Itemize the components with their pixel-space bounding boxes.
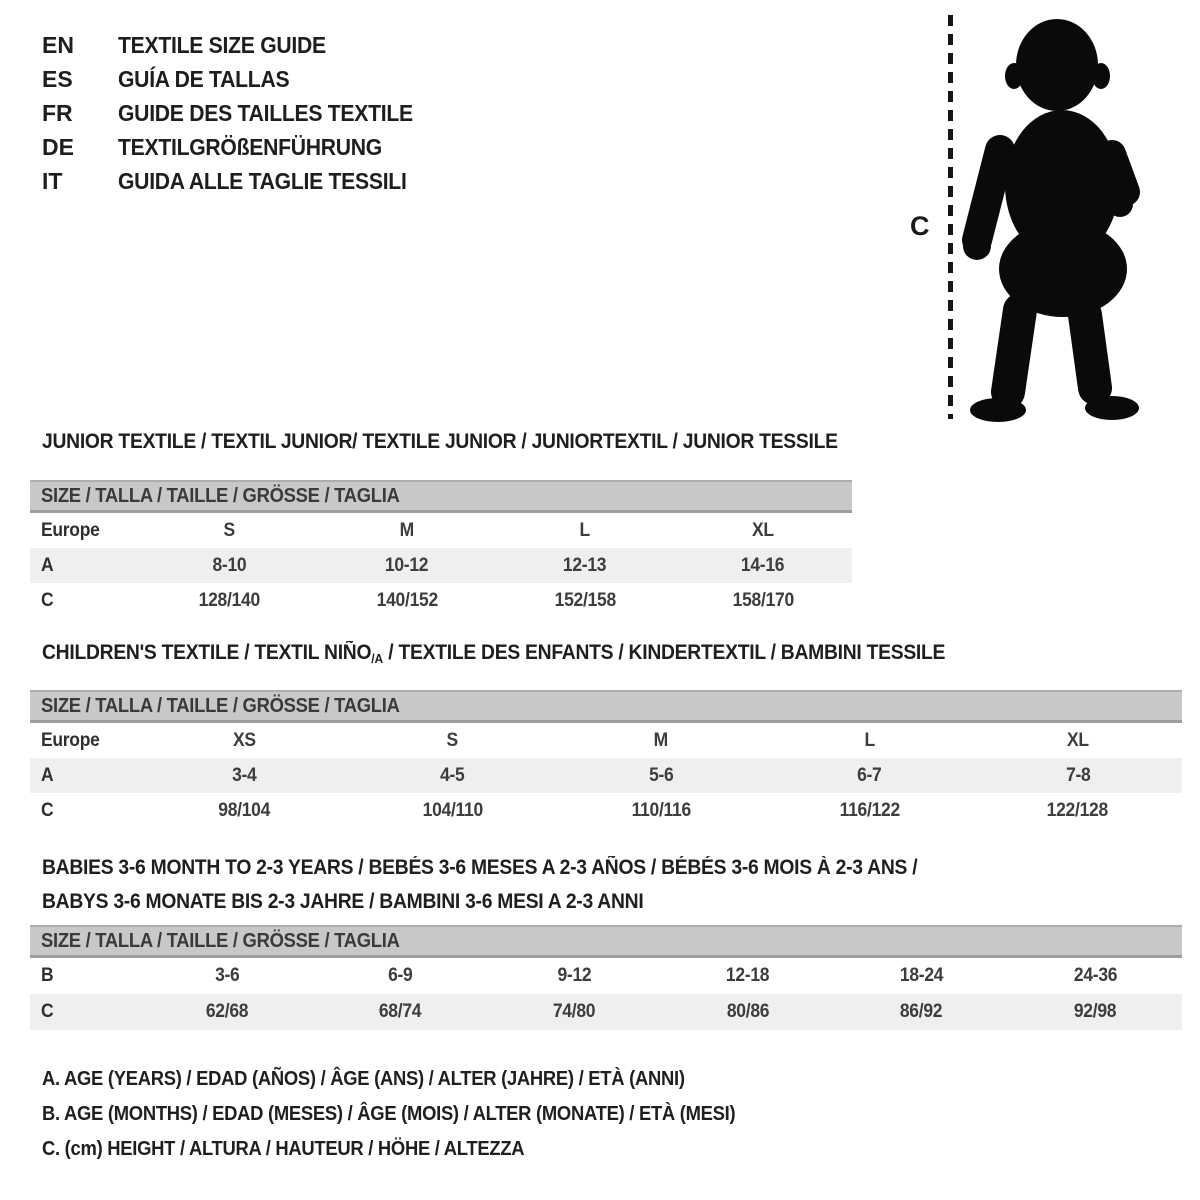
table-cell: A	[41, 554, 54, 576]
table-cell: 98/104	[218, 799, 271, 821]
lang-code: EN	[42, 32, 74, 58]
table-cell: C	[41, 799, 54, 821]
table-cell: B	[41, 965, 54, 986]
lang-row-it	[42, 164, 439, 198]
table-cell: 12-13	[563, 554, 607, 576]
table-cell: L	[579, 519, 591, 541]
babies-heading-line1: BABIES 3-6 MONTH TO 2-3 YEARS / BEBÉS 3-6 MESES A 2-3 AÑOS / BÉBÉS 3-6 MOIS À 2-3 ANS /	[42, 856, 918, 879]
children-table	[30, 723, 1182, 828]
height-measure-label: C	[910, 211, 930, 241]
table-cell: 158/170	[732, 589, 794, 611]
lang-code: DE	[42, 134, 74, 160]
table-row	[30, 513, 852, 548]
lang-row-fr	[42, 96, 439, 130]
table-row	[30, 758, 1182, 793]
table-cell: 18-24	[899, 965, 944, 986]
table-cell: 3-4	[231, 764, 257, 786]
table-cell: 24-36	[1073, 965, 1117, 986]
lang-title: TEXTILE SIZE GUIDE	[118, 32, 326, 58]
table-cell: 68/74	[379, 1001, 422, 1022]
table-cell: Europe	[41, 519, 100, 541]
table-cell: L	[864, 729, 875, 751]
table-cell: 12-18	[726, 965, 770, 986]
lang-row-es	[42, 62, 439, 96]
table-cell: S	[446, 729, 459, 751]
toddler-silhouette-icon	[960, 14, 1140, 424]
table-cell: 14-16	[741, 554, 785, 576]
junior-heading-text: JUNIOR TEXTILE / TEXTIL JUNIOR/ TEXTILE JUNIOR / JUNIORTEXTIL / JUNIOR TESSILE	[42, 430, 838, 453]
lang-title: GUIDE DES TAILLES TEXTILE	[118, 100, 413, 126]
table-cell: C	[41, 589, 54, 611]
table-cell: 92/98	[1073, 1001, 1117, 1022]
children-size-header-bar	[30, 690, 1182, 723]
table-row	[30, 958, 1182, 994]
table-cell: 6-7	[857, 764, 882, 786]
babies-heading-line2: BABYS 3-6 MONATE BIS 2-3 JAHRE / BAMBINI 3-6 MESI A 2-3 ANNI	[42, 890, 644, 913]
children-section-heading	[42, 641, 1024, 671]
size-header-text: SIZE / TALLA / TAILLE / GRÖSSE / TAGLIA	[41, 929, 400, 952]
lang-code: FR	[42, 100, 73, 126]
table-cell: 6-9	[388, 965, 413, 986]
table-cell: 122/128	[1047, 799, 1109, 821]
size-header-text: SIZE / TALLA / TAILLE / GRÖSSE / TAGLIA	[41, 694, 400, 717]
table-cell: 152/158	[554, 589, 616, 611]
lang-row-de	[42, 130, 439, 164]
table-cell: 140/152	[376, 589, 438, 611]
table-cell: 9-12	[557, 965, 592, 986]
table-cell: A	[41, 764, 54, 786]
junior-size-header-bar	[30, 480, 852, 513]
table-cell: M	[399, 519, 415, 541]
table-cell: 110/116	[631, 799, 691, 821]
table-cell: S	[223, 519, 235, 541]
table-cell: 62/68	[205, 1001, 249, 1022]
junior-section-heading	[42, 430, 907, 454]
table-cell: 128/140	[198, 589, 260, 611]
table-cell: 10-12	[385, 554, 429, 576]
lang-title: TEXTILGRÖßENFÜHRUNG	[118, 134, 382, 160]
lang-code: IT	[42, 168, 63, 194]
table-cell: Europe	[41, 729, 100, 751]
table-row	[30, 583, 852, 618]
table-cell: M	[653, 729, 669, 751]
table-row	[30, 548, 852, 583]
table-cell: 86/92	[900, 1001, 943, 1022]
table-cell: 4-5	[440, 764, 465, 786]
table-cell: 104/110	[422, 799, 483, 821]
babies-size-header-bar	[30, 925, 1182, 958]
lang-code: ES	[42, 66, 73, 92]
table-cell: 116/122	[839, 799, 900, 821]
nino-a-subscript: /A	[371, 651, 384, 666]
legend-line-c: C. (cm) HEIGHT / ALTURA / HAUTEUR / HÖHE / ALTEZZA	[42, 1138, 525, 1160]
table-row	[30, 723, 1182, 758]
junior-table	[30, 513, 852, 618]
children-heading-text: CHILDREN'S TEXTILE / TEXTIL NIÑO/A / TEXTILE DES ENFANTS / KINDERTEXTIL / BAMBINI TESSILE	[42, 641, 946, 666]
babies-section-heading	[42, 851, 993, 919]
height-measure-dashed-line	[948, 15, 953, 419]
table-cell: 74/80	[552, 1001, 596, 1022]
table-cell: 5-6	[648, 764, 674, 786]
table-cell: 3-6	[214, 965, 240, 986]
table-row	[30, 994, 1182, 1030]
size-header-text: SIZE / TALLA / TAILLE / GRÖSSE / TAGLIA	[41, 484, 400, 507]
legend-line-a: A. AGE (YEARS) / EDAD (AÑOS) / ÂGE (ANS) / ALTER (JAHRE) / ETÀ (ANNI)	[42, 1068, 685, 1090]
table-cell: C	[41, 1001, 54, 1022]
table-cell: XL	[1066, 729, 1089, 751]
table-row	[30, 793, 1182, 828]
table-cell: XL	[752, 519, 774, 541]
table-cell: 8-10	[212, 554, 246, 576]
lang-row-en	[42, 28, 439, 62]
language-title-list	[42, 28, 439, 198]
lang-title: GUIDA ALLE TAGLIE TESSILI	[118, 168, 407, 194]
babies-table	[30, 958, 1182, 1030]
table-cell: 80/86	[726, 1001, 770, 1022]
table-cell: XS	[232, 729, 256, 751]
lang-title: GUÍA DE TALLAS	[118, 66, 290, 92]
legend-line-b: B. AGE (MONTHS) / EDAD (MESES) / ÂGE (MOIS) / ALTER (MONATE) / ETÀ (MESI)	[42, 1103, 736, 1125]
measurement-legend	[42, 1062, 796, 1167]
table-cell: 7-8	[1065, 764, 1090, 786]
